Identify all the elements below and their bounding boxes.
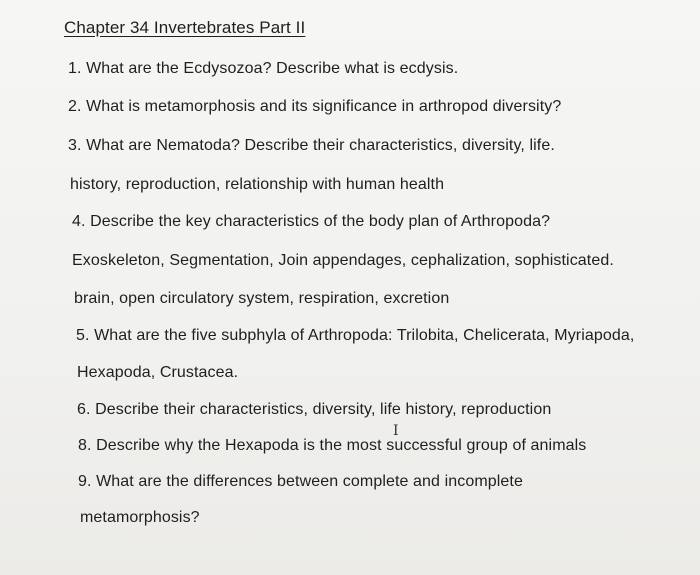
question-4-details: Exoskeleton, Segmentation, Join appendages, cephalization, sophisticated. xyxy=(72,252,614,269)
question-2: 2. What is metamorphosis and its significance in arthropod diversity? xyxy=(68,98,562,115)
question-3: 3. What are Nematoda? Describe their characteristics, diversity, life. xyxy=(68,137,555,154)
question-9-continued: metamorphosis? xyxy=(80,509,200,526)
question-4: 4. Describe the key characteristics of the body plan of Arthropoda? xyxy=(72,213,551,230)
question-8: 8. Describe why the Hexapoda is the most successful group of animals xyxy=(78,437,587,454)
text-cursor-icon: I xyxy=(393,423,399,439)
question-6: 6. Describe their characteristics, diversity, life history, reproduction xyxy=(77,401,552,418)
question-4-details-continued: brain, open circulatory system, respiration, excretion xyxy=(74,290,450,307)
question-1: 1. What are the Ecdysozoa? Describe what is ecdysis. xyxy=(68,60,459,77)
question-5-continued: Hexapoda, Crustacea. xyxy=(77,364,239,381)
question-9: 9. What are the differences between complete and incomplete xyxy=(78,473,523,490)
question-3-continued: history, reproduction, relationship with human health xyxy=(70,176,445,193)
page-title: Chapter 34 Invertebrates Part II xyxy=(64,18,306,37)
question-5: 5. What are the five subphyla of Arthropoda: Trilobita, Chelicerata, Myriapoda, xyxy=(76,327,635,344)
